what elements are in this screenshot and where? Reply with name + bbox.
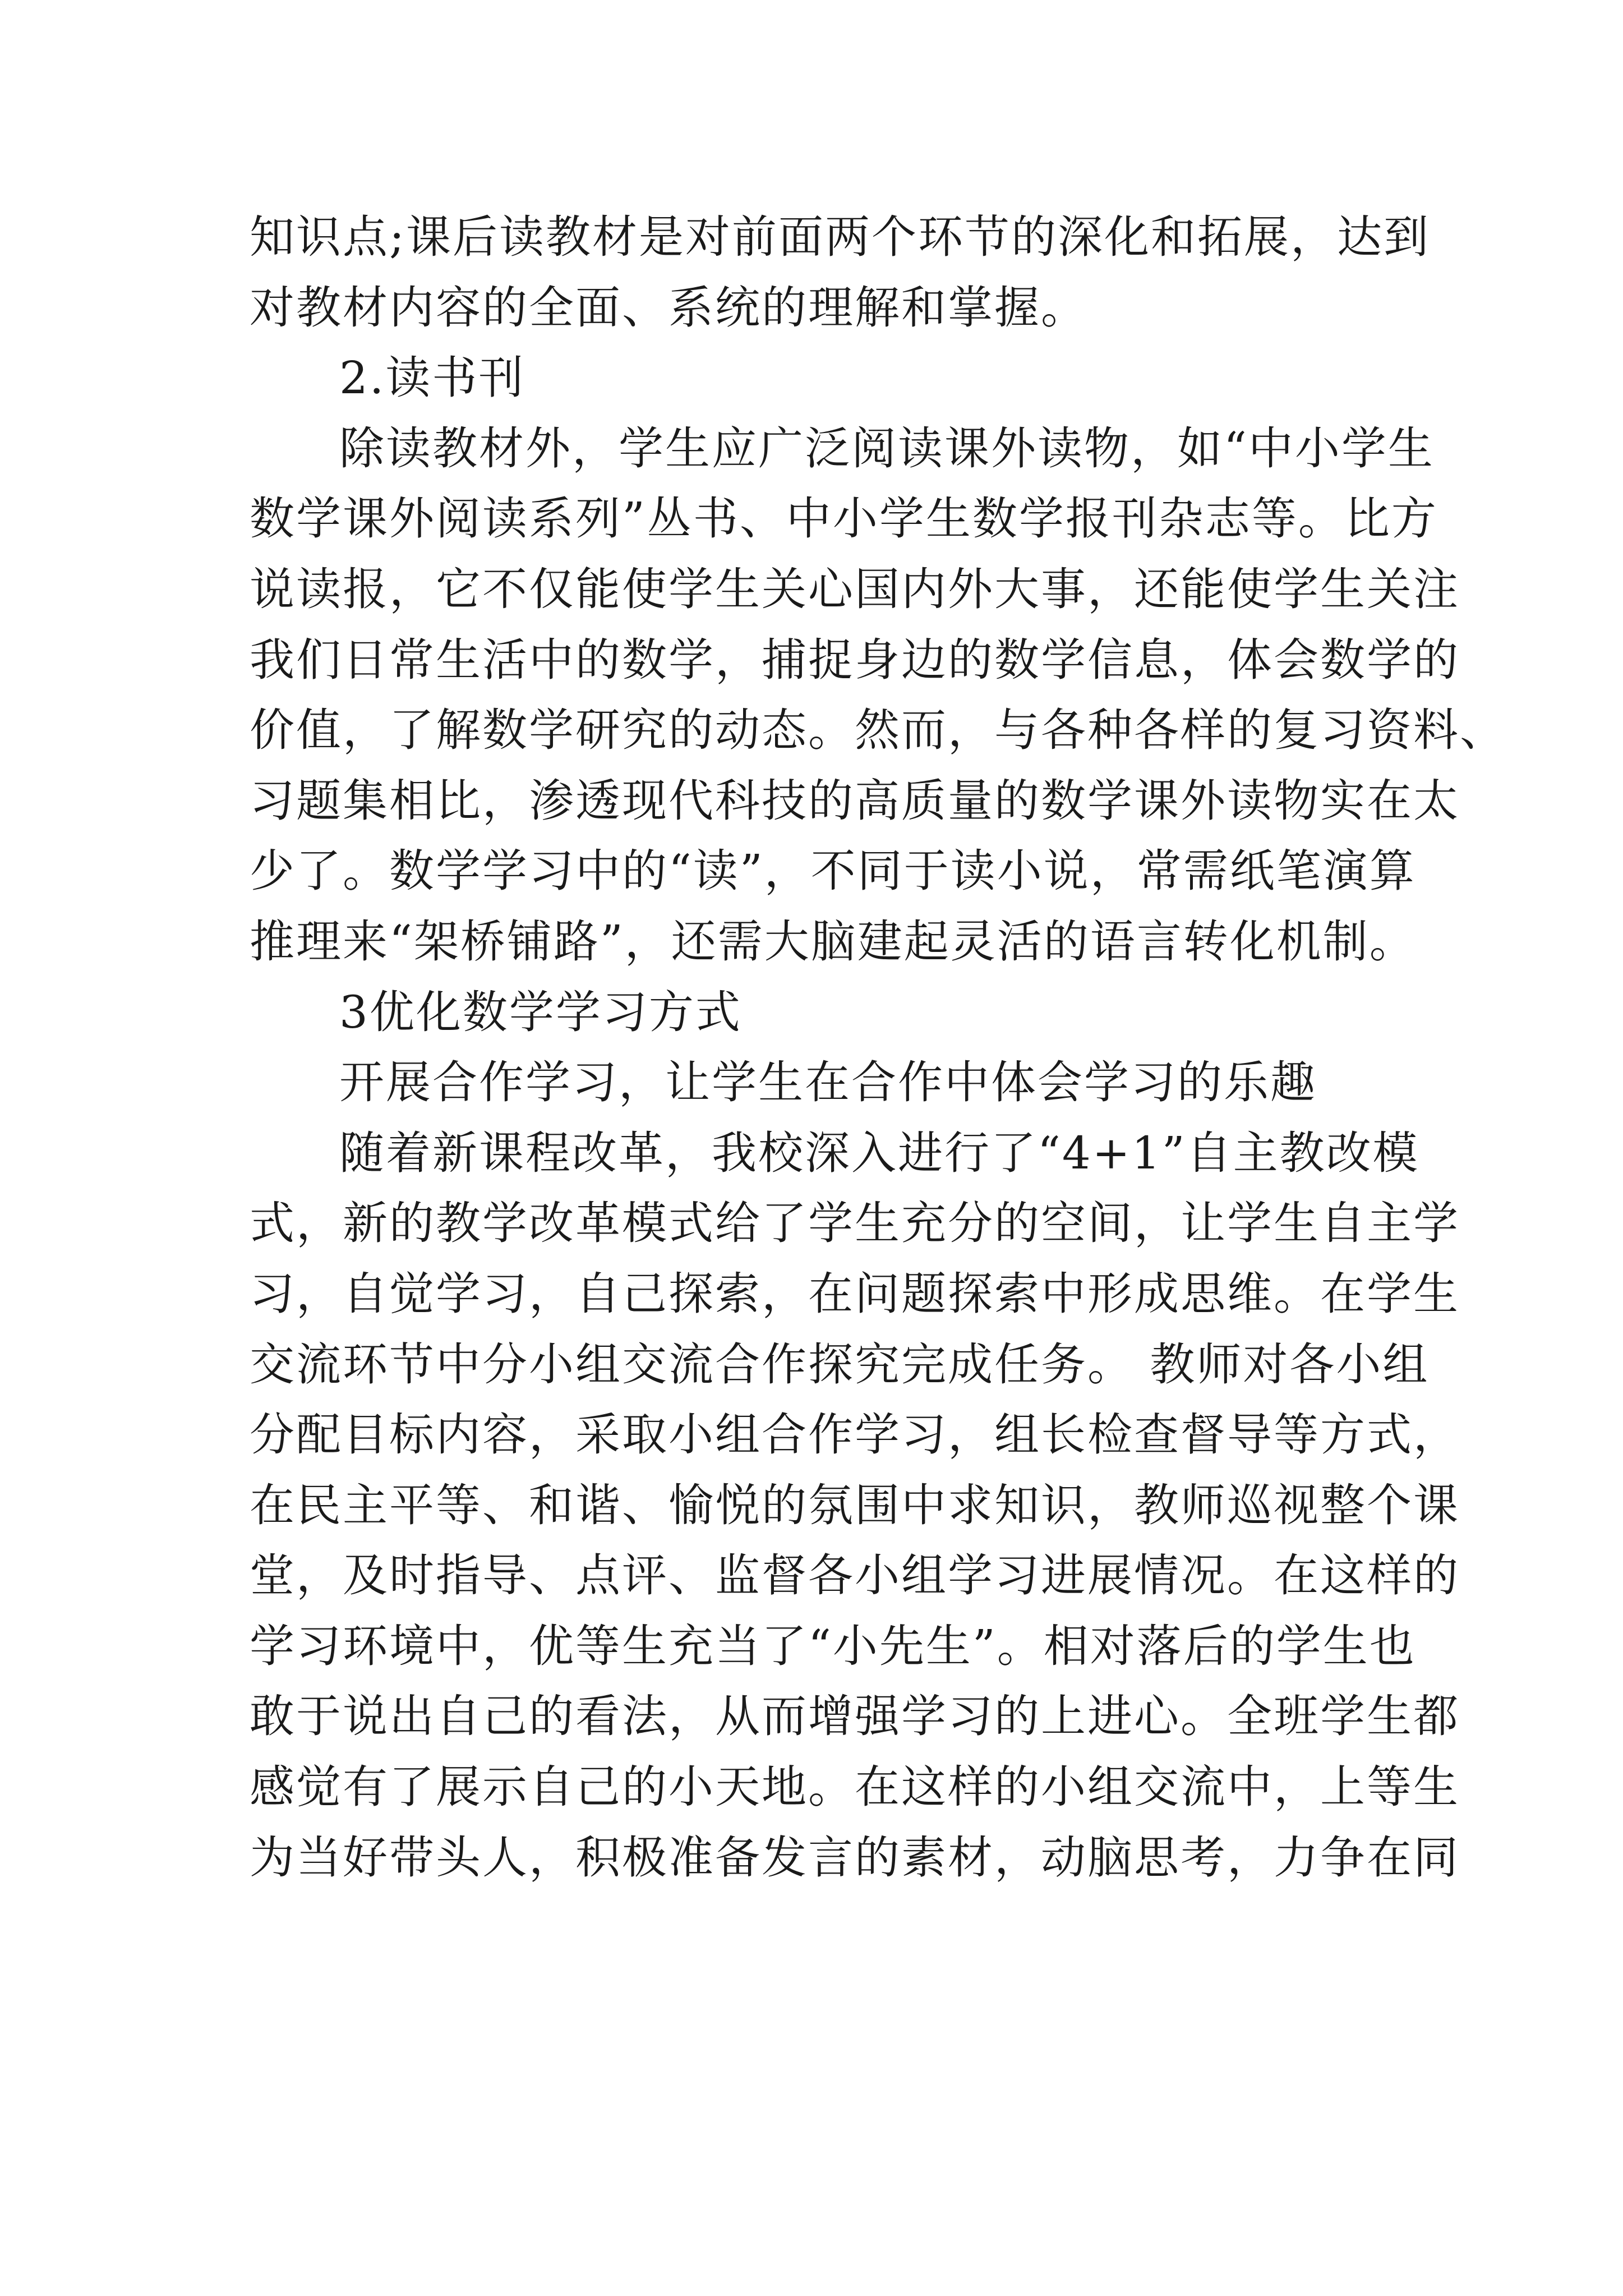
text-line: 知识点;课后读教材是对前面两个环节的深化和拓展，达到	[250, 211, 1430, 263]
text-line: 交流环节中分小组交流合作探究完成任务。 教师对各小组	[250, 1338, 1430, 1391]
section-heading-read-periodicals: 2.读书刊	[339, 352, 525, 404]
text-line: 价值，了解数学研究的动态。然而，与各种各样的复习资料、	[250, 704, 1506, 757]
text-line: 在民主平等、和谐、愉悦的氛围中求知识，教师巡视整个课	[250, 1479, 1460, 1531]
paragraph-start: 除读教材外，学生应广泛阅读课外读物，如“中小学生	[339, 422, 1435, 475]
text-line: 敢于说出自己的看法，从而增强学习的上进心。全班学生都	[250, 1690, 1460, 1743]
text-line: 分配目标内容，采取小组合作学习，组长检查督导等方式，	[250, 1409, 1460, 1461]
text-line: 数学课外阅读系列”丛书、中小学生数学报刊杂志等。比方	[250, 493, 1438, 545]
section-heading-optimize-learning: 3优化数学学习方式	[339, 986, 742, 1038]
subheading-cooperative-learning: 开展合作学习，让学生在合作中体会学习的乐趣	[339, 1056, 1317, 1109]
text-line: 少了。数学学习中的“读”，不同于读小说，常需纸笔演算	[250, 845, 1416, 898]
text-line: 对教材内容的全面、系统的理解和掌握。	[250, 281, 1087, 334]
text-line: 堂，及时指导、点评、监督各小组学习进展情况。在这样的	[250, 1549, 1460, 1602]
body-text	[250, 202, 1506, 1893]
text-line: 学习环境中，优等生充当了“小先生”。相对落后的学生也	[250, 1619, 1416, 1672]
text-line: 为当好带头人，积极准备发言的素材，动脑思考，力争在同	[250, 1831, 1460, 1884]
text-line: 感觉有了展示自己的小天地。在这样的小组交流中，上等生	[250, 1761, 1460, 1814]
text-line: 我们日常生活中的数学，捕捉身边的数学信息，体会数学的	[250, 633, 1460, 686]
text-line: 说读报，它不仅能使学生关心国内外大事，还能使学生关注	[250, 563, 1460, 615]
text-line: 式，新的教学改革模式给了学生充分的空间，让学生自主学	[250, 1197, 1460, 1250]
text-line: 习，自觉学习，自己探索，在问题探索中形成思维。在学生	[250, 1267, 1460, 1320]
paragraph-start: 随着新课程改革，我校深入进行了“4+1”自主教改模	[339, 1126, 1419, 1179]
text-line: 推理来“架桥铺路”，还需大脑建起灵活的语言转化机制。	[250, 915, 1416, 968]
text-line: 习题集相比，渗透现代科技的高质量的数学课外读物实在太	[250, 774, 1460, 827]
